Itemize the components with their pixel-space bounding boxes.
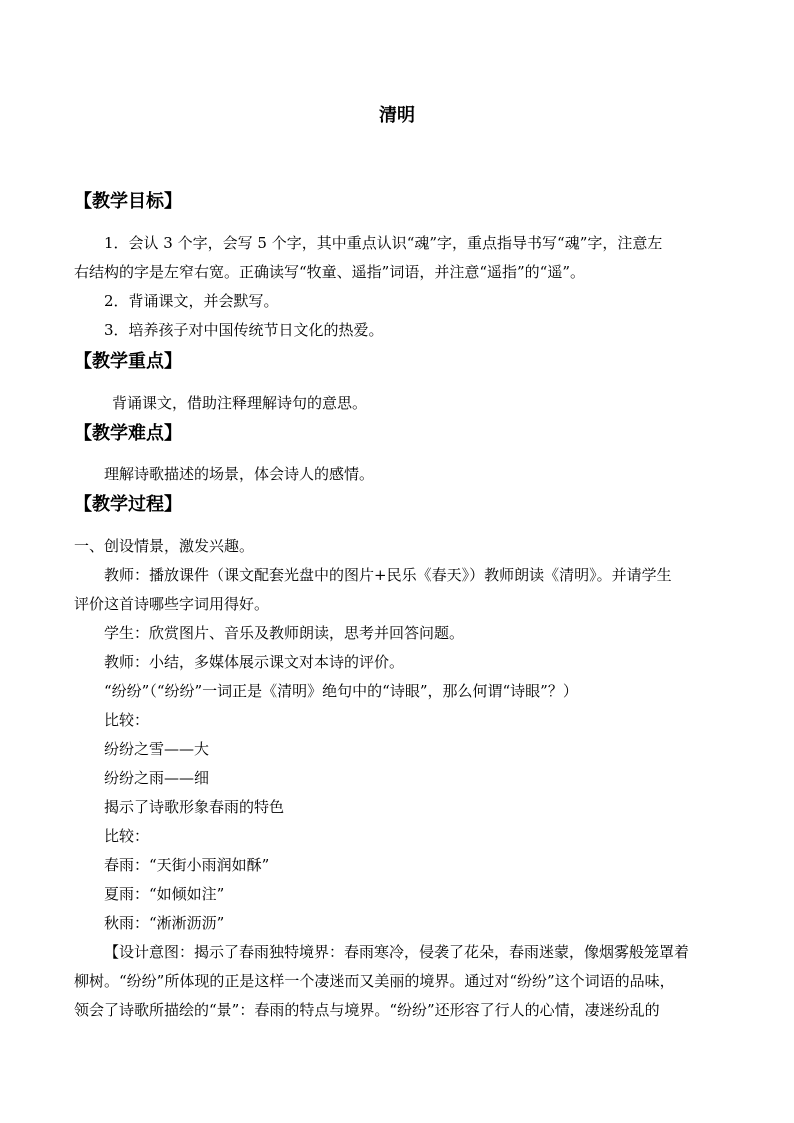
student-line: 学生：欣赏图片、音乐及教师朗读，思考并回答问题。	[104, 624, 465, 642]
goal-item-3: 3．培养孩子对中国传统节日文化的热爱。	[104, 321, 384, 339]
heading-teaching-goals: 【教学目标】	[74, 191, 182, 212]
heading-key-points: 【教学重点】	[74, 351, 182, 372]
process-step-1: 一、创设情景，激发兴趣。	[74, 537, 255, 555]
rain-compare: 纷纷之雨——细	[104, 769, 210, 787]
fenfen-note: “纷纷”（“纷纷”一词正是《清明》绝句中的“诗眼”，那么何谓“诗眼”？）	[104, 682, 578, 700]
heading-difficulties: 【教学难点】	[74, 423, 182, 444]
teacher-line-2: 评价这首诗哪些字词用得好。	[74, 595, 270, 613]
difficulties-text: 理解诗歌描述的场景，体会诗人的感情。	[104, 465, 375, 483]
compare-label-1: 比较：	[104, 711, 150, 729]
summer-rain-line: 夏雨：“如倾如注”	[104, 885, 225, 903]
design-intent-line-1: 【设计意图：揭示了春雨独特境界：春雨寒冷，侵袭了花朵，春雨迷蒙，像烟雾般笼罩着	[104, 943, 690, 961]
goal-item-1-line-1: 1．会认 3 个字，会写 5 个字，其中重点认识“魂”字，重点指导书写“魂”字，注意左	[104, 234, 663, 252]
document-title: 清明	[379, 105, 415, 126]
heading-teaching-process: 【教学过程】	[74, 494, 182, 515]
spring-rain-line: 春雨：“天街小雨润如酥”	[104, 856, 270, 874]
teacher-summary: 教师：小结，多媒体展示课文对本诗的评价。	[104, 653, 405, 671]
teacher-line-1: 教师：播放课件（课文配套光盘中的图片+民乐《春天》）教师朗读《清明》。并请学生	[104, 566, 672, 584]
compare-label-2: 比较：	[104, 827, 150, 845]
design-intent-line-3: 领会了诗歌所描绘的“景”：春雨的特点与境界。“纷纷”还形容了行人的心情，凄迷纷乱的	[74, 1001, 660, 1019]
design-intent-line-2: 柳树。“纷纷”所体现的正是这样一个凄迷而又美丽的境界。通过对“纷纷”这个词语的品味，	[74, 972, 675, 990]
key-points-text: 背诵课文，借助注释理解诗句的意思。	[112, 394, 368, 412]
reveal-line: 揭示了诗歌形象春雨的特色	[104, 798, 285, 816]
goal-item-1-line-2: 右结构的字是左窄右宽。正确读写“牧童、遥指”词语，并注意“遥指”的“遥”。	[74, 263, 586, 281]
autumn-rain-line: 秋雨：“淅淅沥沥”	[104, 914, 225, 932]
snow-compare: 纷纷之雪——大	[104, 740, 210, 758]
goal-item-2: 2．背诵课文，并会默写。	[104, 292, 279, 310]
